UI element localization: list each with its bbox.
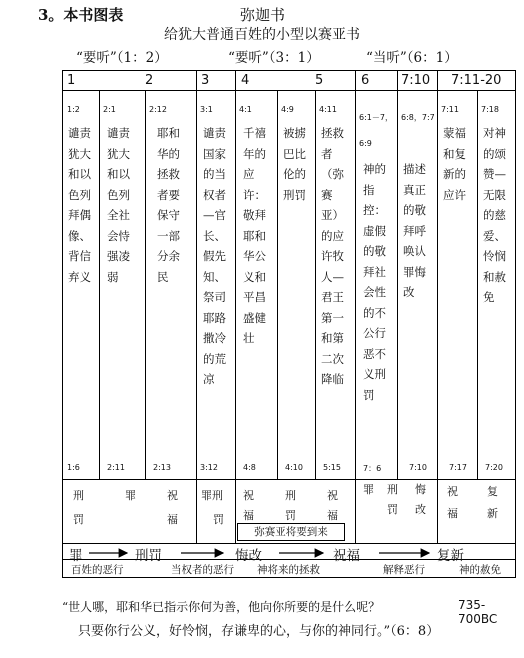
start-ref: 3:1	[200, 105, 213, 114]
column-text: 对神的颂赞—无限的慈爱、怜悯和赦免	[483, 126, 506, 304]
start-ref: 6:1－7，6:9	[359, 113, 393, 148]
theme-char: 福	[447, 507, 458, 520]
theme-char: 罚	[73, 513, 84, 526]
col-head-3: 3	[201, 73, 210, 88]
col-head-2: 2	[145, 73, 154, 88]
theme-char: 复	[487, 485, 498, 498]
end-ref: 7:10	[409, 463, 427, 472]
start-ref: 7:18	[481, 105, 499, 114]
start-ref: 4:11	[319, 105, 337, 114]
column-text: 被掳巴比伦的刑罚	[283, 126, 306, 202]
end-ref: 7:17	[449, 463, 467, 472]
theme-char: 祝	[447, 485, 458, 498]
end-ref: 3:12	[200, 463, 218, 472]
end-ref: 7:20	[485, 463, 503, 472]
column-text: 谴责犹大和以色列拜偶像、背信弃义	[68, 126, 91, 284]
start-ref: 7:11	[441, 105, 459, 114]
start-ref: 2:1	[103, 105, 116, 114]
section-title: 3。本书图表	[38, 6, 124, 24]
theme-char: 罚	[285, 509, 296, 522]
theme-char: 祝	[243, 489, 254, 502]
start-ref: 4:9	[281, 105, 294, 114]
theme-char: 福	[167, 513, 178, 526]
section-label-2: “要听”（3：1）	[228, 50, 320, 66]
theme-char: 福	[243, 509, 254, 522]
column-text: 描述真正的敬拜呼唤认罪悔改	[403, 162, 426, 299]
flow-step: 悔改	[235, 548, 262, 564]
end-ref: 2:13	[153, 463, 171, 472]
theme-char: 罚	[213, 513, 224, 526]
theme-char: 福	[327, 509, 338, 522]
start-ref: 4:1	[239, 105, 252, 114]
end-ref: 4:8	[243, 463, 256, 472]
end-ref: 1:6	[67, 463, 80, 472]
quote-line-1: “世人哪，耶和华已指示你何为善，他向你所要的是什么呢？	[62, 600, 381, 614]
bottom-label: 百姓的恶行	[71, 564, 124, 576]
theme-char: 刑	[73, 489, 84, 502]
bottom-label: 当权者的恶行	[171, 564, 234, 576]
column-text: 耶和华的拯救者要保守一部分余民	[157, 126, 180, 284]
theme-char: 罪	[125, 489, 136, 502]
theme-char: 祝	[167, 489, 178, 502]
flow-step: 罪	[69, 548, 83, 564]
book-title: 弥迦书	[240, 6, 286, 24]
bottom-label: 解释恶行	[383, 564, 425, 576]
end-ref: 5:15	[323, 463, 341, 472]
column-text: 谴责犹大和以色列全社会恃强凌弱	[107, 126, 130, 284]
chart-table	[62, 70, 516, 578]
theme-char: 刑	[285, 489, 296, 502]
theme-char: 刑	[387, 483, 398, 496]
col-head-6: 6	[361, 73, 370, 88]
theme-char: 悔	[415, 483, 426, 496]
theme-char: 祝	[327, 489, 338, 502]
theme-char: 罪刑	[201, 489, 223, 502]
end-ref: 4:10	[285, 463, 303, 472]
col-head-7-10: 7:10	[401, 73, 431, 88]
col-head-4: 4	[241, 73, 250, 88]
column-text: 拯救者（弥赛亚）的应许牧人—君王第一和第二次降临	[321, 126, 344, 386]
theme-char: 新	[487, 507, 498, 520]
col-head-5: 5	[315, 73, 324, 88]
flow-step: 祝福	[333, 548, 360, 564]
column-text: 蒙福和复新的应许	[443, 126, 466, 202]
start-ref: 2:12	[149, 105, 167, 114]
start-ref: 1:2	[67, 105, 80, 114]
bottom-label: 神的赦免	[459, 564, 501, 576]
col-head-7-11-20: 7:11-20	[451, 73, 502, 88]
quote-date: 735-700BC	[458, 598, 498, 626]
column-text: 谴责国家的当权者—官长、假先知、祭司耶路撒冷的荒凉	[203, 126, 226, 386]
theme-char: 罪	[363, 483, 374, 496]
column-text: 千禧年的应许：敬拜耶和华公义和平昌盛健壮	[243, 126, 266, 345]
column-text: 神的指控：虚假的敬拜社会性的不公行恶不义刑罚	[363, 162, 386, 402]
bottom-label: 神将来的拯救	[257, 564, 320, 576]
end-ref: 7：6	[363, 464, 382, 473]
theme-char: 罚	[387, 503, 398, 516]
section-label-1: “要听”（1：2）	[76, 50, 168, 66]
theme-char: 改	[415, 503, 426, 516]
end-ref: 2:11	[107, 463, 125, 472]
section-label-3: “当听”（6：1）	[366, 50, 458, 66]
start-ref: 6:8，7:7	[401, 113, 435, 122]
flow-step: 复新	[437, 548, 464, 564]
messiah-note: 弥赛亚将要到来	[237, 523, 345, 541]
flow-step: 刑罚	[135, 548, 162, 564]
quote-line-2: 只要你行公义，好怜悯，存谦卑的心，与你的神同行。”（6：8）	[78, 624, 440, 639]
subtitle: 给犹大普通百姓的小型以赛亚书	[164, 27, 360, 43]
col-head-1: 1	[67, 73, 76, 88]
